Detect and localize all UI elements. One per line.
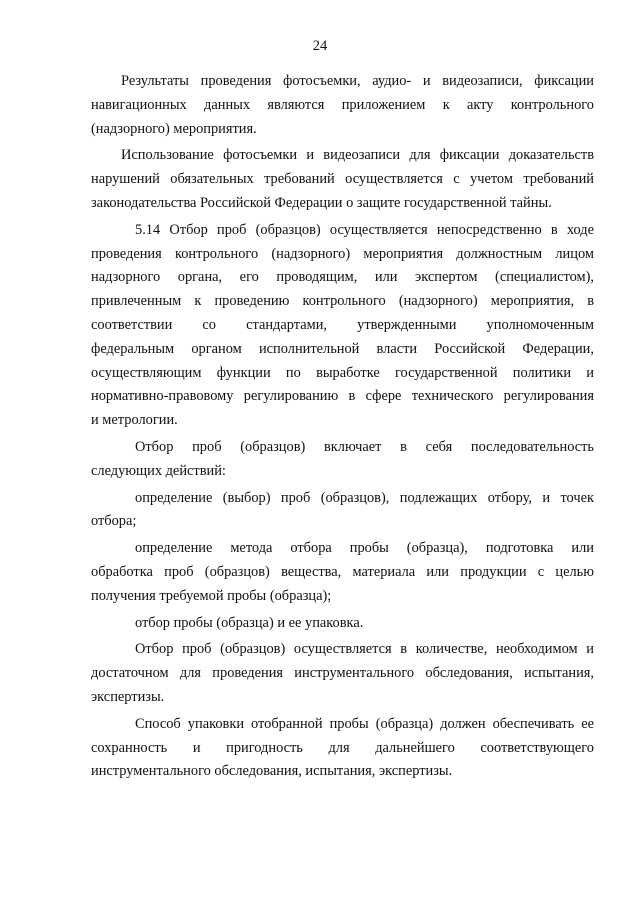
text-line: Результаты проведения фотосъемки, аудио- и видеозаписи, фиксации	[121, 73, 594, 89]
text-line: нарушений обязательных требований осуществляется с учетом требований	[91, 171, 594, 188]
paragraph-packing-method	[91, 713, 594, 784]
text-line: федеральным органом исполнительной власти Российской Федерации,	[91, 340, 594, 357]
text-line: определение метода отбора пробы (образца), подготовка или	[135, 540, 594, 557]
text-line: отбор пробы (образца) и ее упаковка.	[135, 614, 364, 631]
text-line: проведения контрольного (надзорного) мероприятия должностным лицом	[91, 245, 594, 262]
text-line: определение (выбор) проб (образцов), подлежащих отбору, и точек	[135, 489, 594, 506]
paragraph-photo-results	[91, 70, 594, 141]
paragraph-sample-quantity	[91, 638, 594, 709]
text-line: следующих действий:	[91, 462, 226, 479]
text-line: законодательства Российской Федерации о защите государственной тайны.	[91, 194, 552, 211]
paragraph-sampling-5-14	[91, 219, 594, 433]
text-line: 5.14 Отбор проб (образцов) осуществляется непосредственно в ходе	[135, 221, 594, 238]
paragraph-sampling-sequence	[91, 436, 594, 484]
text-line: (надзорного) мероприятия.	[91, 120, 257, 137]
text-line: Отбор проб (образцов) включает в себя последовательность	[135, 438, 594, 455]
page-number: 24	[312, 38, 328, 54]
text-line: осуществляющим функции по выработке государственной политики и	[91, 364, 594, 381]
text-line: достаточном для проведения инструментального обследования, испытания,	[91, 665, 594, 682]
text-line: Использование фотосъемки и видеозаписи для фиксации доказательств	[121, 147, 594, 164]
document-body	[91, 70, 594, 787]
paragraph-step-method	[91, 537, 594, 608]
text-line: получения требуемой пробы (образца);	[91, 587, 332, 604]
paragraph-step-packing	[91, 612, 594, 636]
paragraph-photo-usage	[91, 144, 594, 215]
text-line: сохранность и пригодность для дальнейшего соответствующего	[91, 739, 594, 756]
text-line: экспертизы.	[91, 688, 165, 705]
text-line: надзорного органа, его проводящим, или экспертом (специалистом),	[91, 269, 594, 286]
text-line: инструментального обследования, испытания, экспертизы.	[91, 763, 453, 780]
text-line: Отбор проб (образцов) осуществляется в количестве, необходимом и	[135, 641, 594, 658]
text-line: соответствии со стандартами, утвержденными уполномоченным	[91, 316, 594, 333]
text-line: Способ упаковки отобранной пробы (образца) должен обеспечивать ее	[135, 715, 594, 732]
text-line: нормативно-правовому регулированию в сфере технического регулирования	[91, 388, 594, 405]
text-line: и метрологии.	[91, 412, 178, 429]
paragraph-step-selection	[91, 487, 594, 535]
text-line: обработка проб (образцов) вещества, материала или продукции с целью	[91, 563, 594, 580]
text-line: навигационных данных являются приложением к акту контрольного	[91, 96, 594, 113]
text-line: привлеченным к проведению контрольного (надзорного) мероприятия, в	[91, 293, 594, 310]
text-line: отбора;	[91, 513, 137, 530]
